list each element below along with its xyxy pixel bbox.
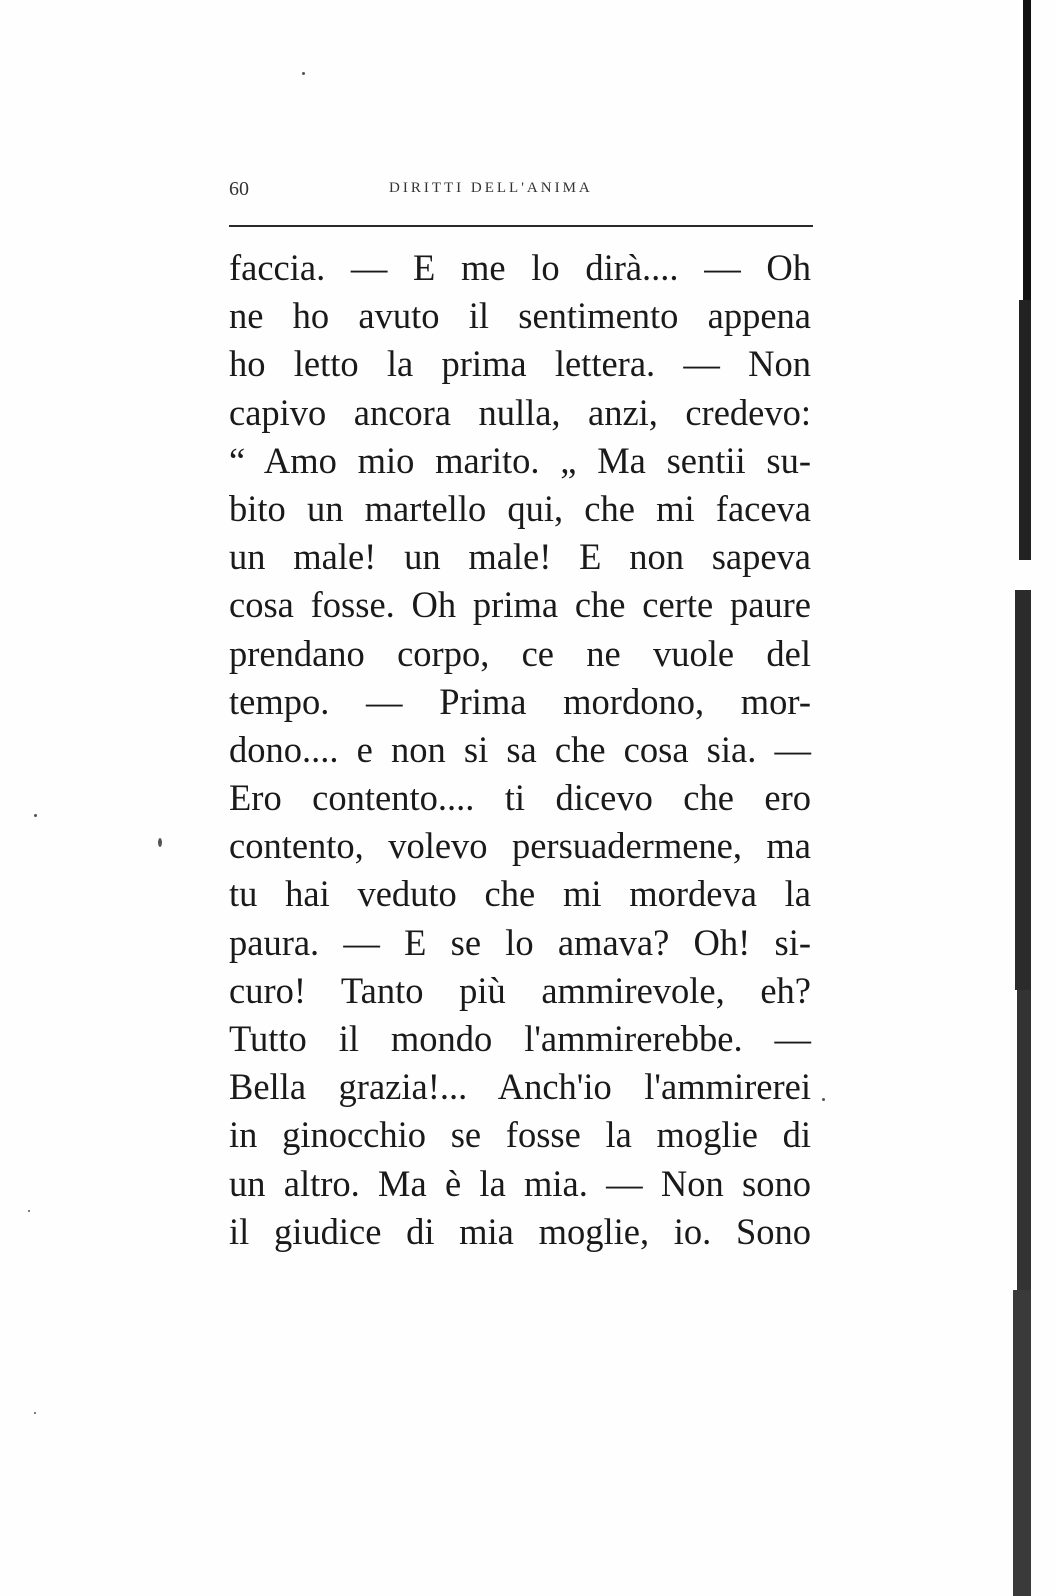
text-line: faccia. — E me lo dirà.... — Oh [229, 247, 811, 288]
text-line: prendano corpo, ce ne vuole del [229, 632, 811, 674]
scan-speck [158, 838, 162, 847]
text-line: paura. — E se lo amava? Oh! si- [229, 921, 811, 963]
text-line: bito un martello qui, che mi faceva [229, 487, 811, 529]
text-line: curo! Tanto più ammirevole, eh? [229, 969, 811, 1011]
scan-speck [302, 72, 305, 75]
page-header [229, 178, 813, 208]
text-line: cosa fosse. Oh prima che certe paure [229, 584, 811, 626]
scan-speck [34, 814, 37, 817]
text-line: ho letto la prima lettera. — Non [229, 343, 811, 385]
text-line: in ginocchio se fosse la moglie di [229, 1114, 811, 1156]
text-line: contento, volevo persuadermene, ma [229, 825, 811, 867]
text-line: Ero contento.... ti dicevo che ero [229, 777, 811, 819]
text-line: un male! un male! E non sapeva [229, 536, 811, 578]
page-number: 60 [229, 178, 249, 200]
text-line: tempo. — Prima mordono, mor- [229, 680, 811, 722]
body-text [229, 244, 811, 1256]
scan-speck [28, 1210, 30, 1212]
text-line: Bella grazia!... Anch'io l'ammirerei [229, 1066, 811, 1108]
scan-edge-shadow [993, 0, 1055, 1596]
scan-speck [34, 1412, 36, 1414]
text-line: “ Amo mio marito. „ Ma sentii su- [229, 439, 811, 481]
text-line: Tutto il mondo l'ammirerebbe. — [229, 1018, 811, 1059]
header-rule [229, 225, 813, 227]
text-line: il giudice di mia moglie, io. Sono [229, 1210, 811, 1252]
running-title: DIRITTI DELL'ANIMA [389, 180, 593, 196]
text-line: ne ho avuto il sentimento appena [229, 295, 811, 337]
text-line: dono.... e non si sa che cosa sia. — [229, 728, 811, 770]
text-line: capivo ancora nulla, anzi, credevo: [229, 391, 811, 433]
scan-speck [822, 1098, 825, 1101]
text-line: un altro. Ma è la mia. — Non sono [229, 1162, 811, 1204]
text-line: tu hai veduto che mi mordeva la [229, 873, 811, 915]
